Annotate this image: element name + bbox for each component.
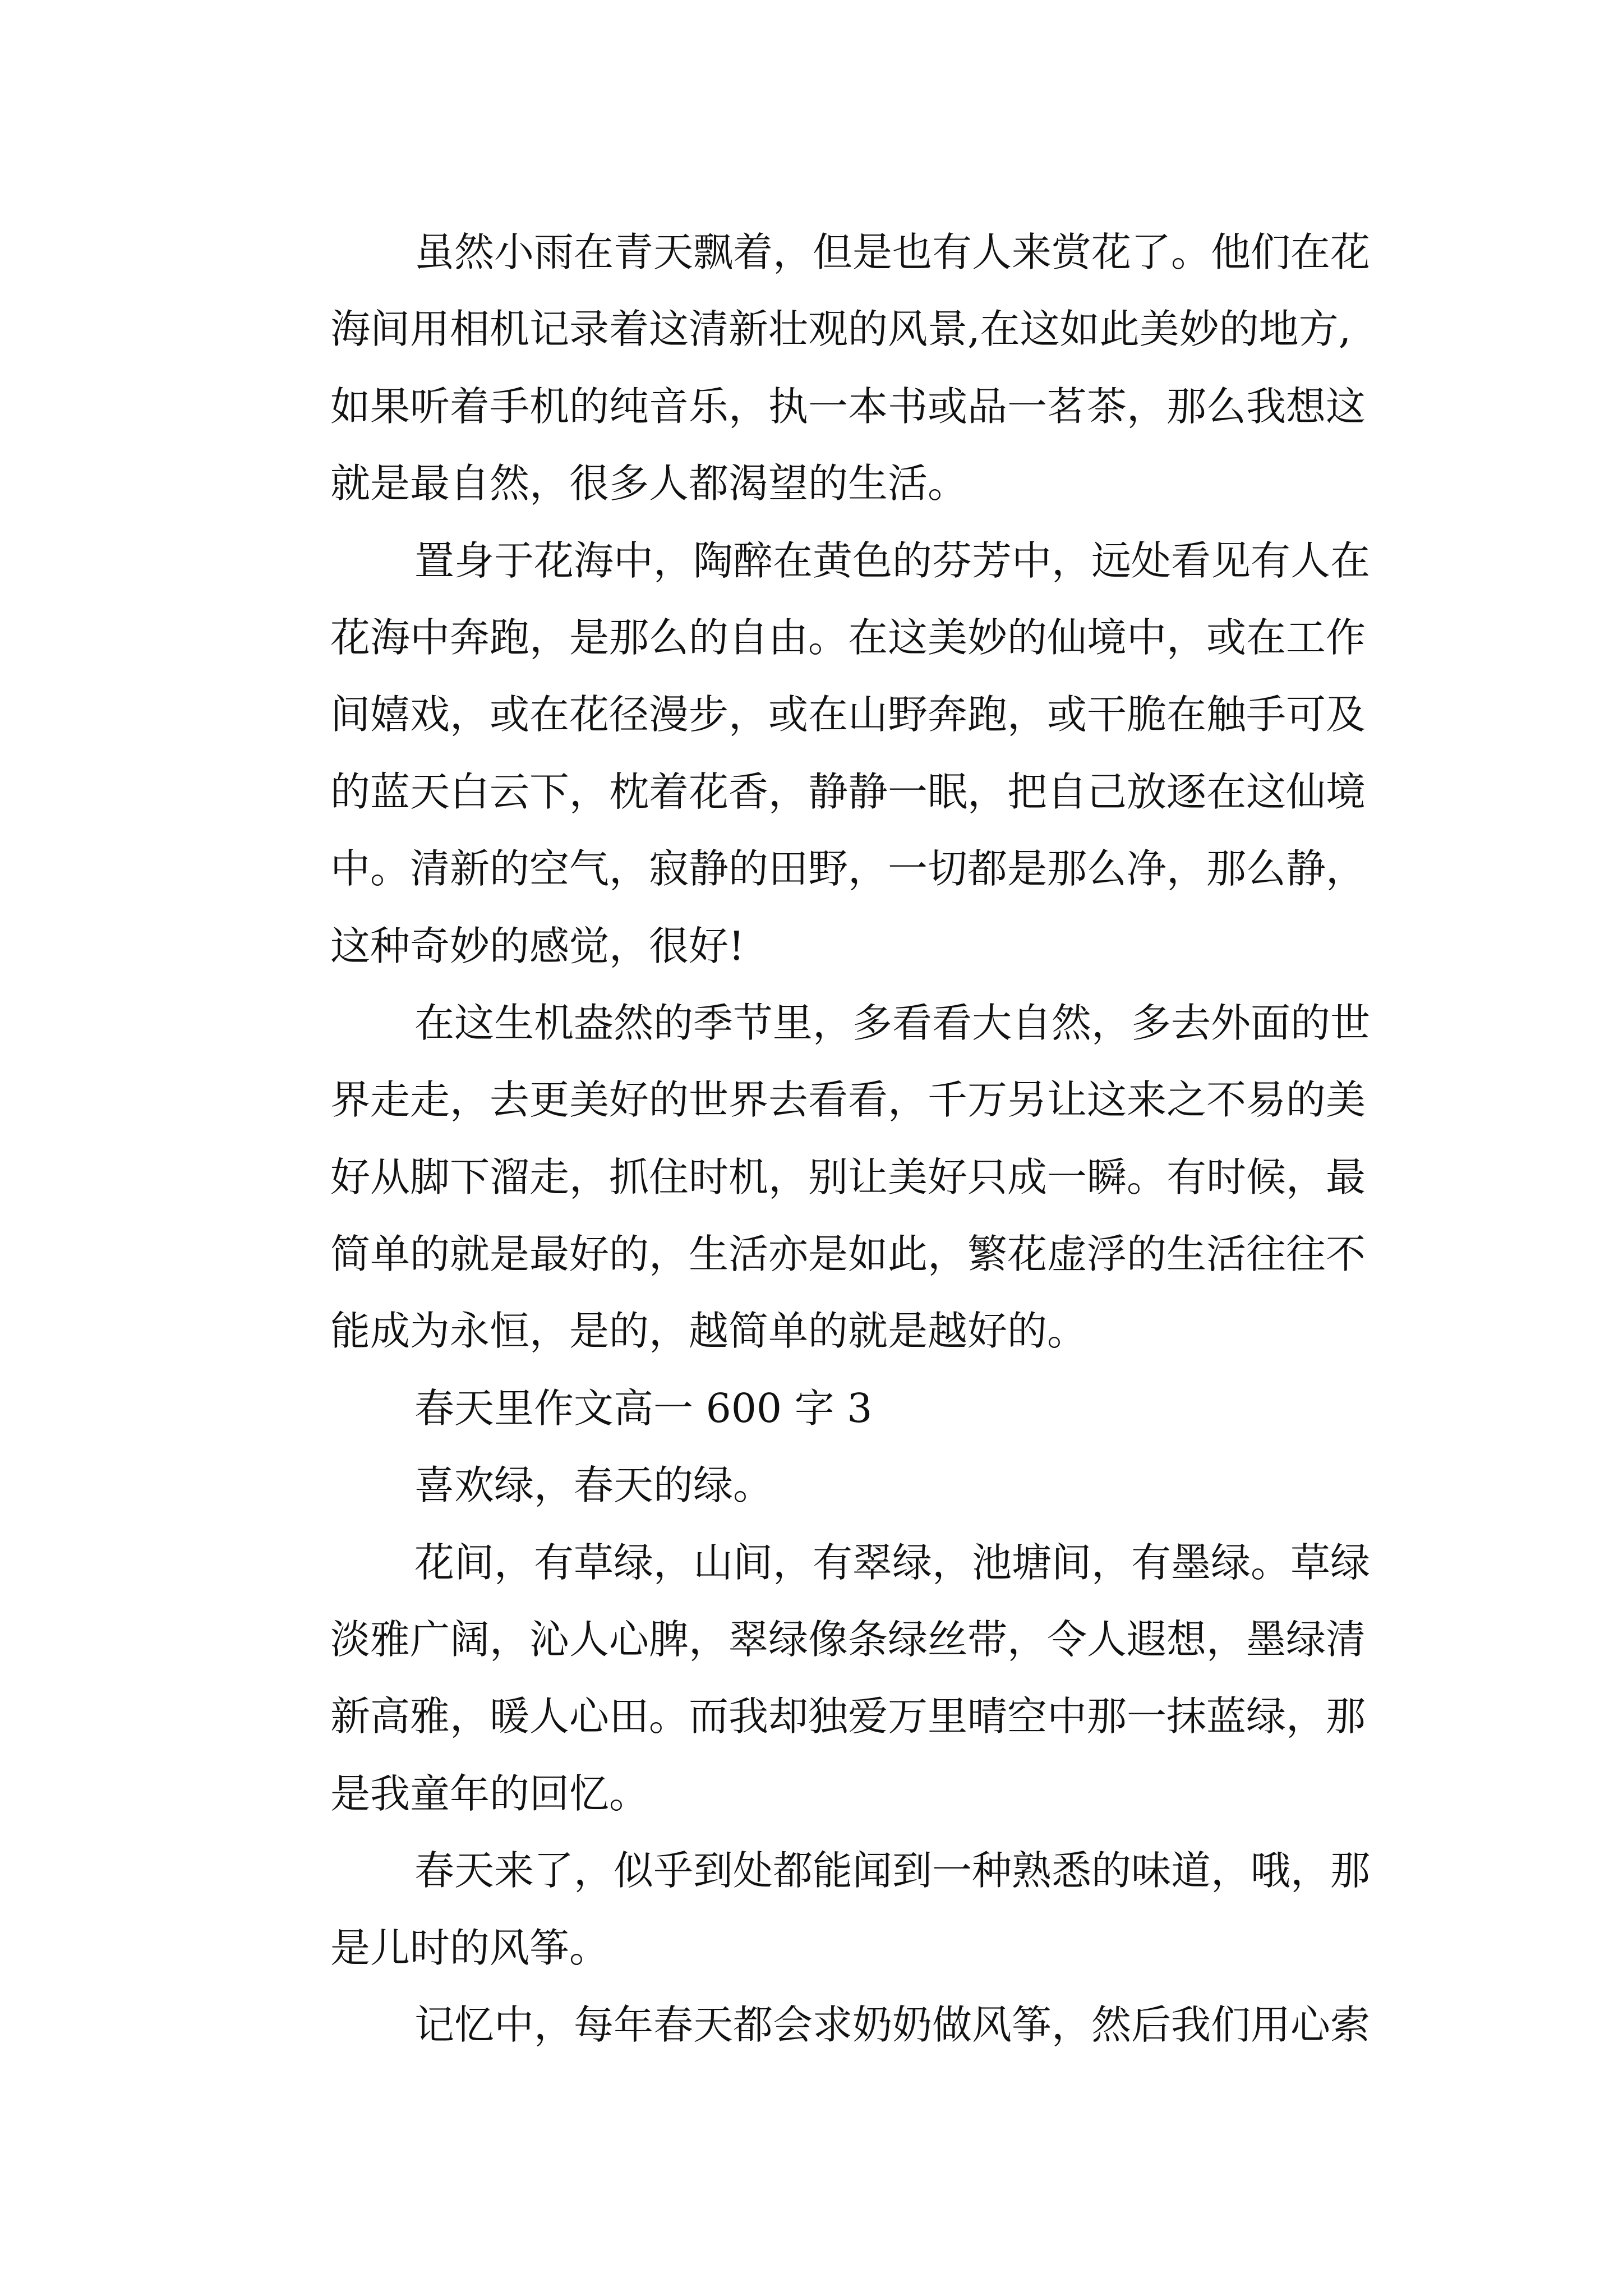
text-line: 记忆中，每年春天都会求奶奶做风筝，然后我们用心索 xyxy=(414,2001,1371,2048)
paragraph-2 xyxy=(251,522,1428,984)
text-line: 是我童年的回忆。 xyxy=(330,1770,649,1817)
text-line: 好从脚下溜走，抓住时机，别让美好只成一瞬。有时候，最 xyxy=(330,1153,1366,1200)
section-heading xyxy=(251,1370,1428,1447)
text-line: 这种奇妙的感觉，很好! xyxy=(330,922,745,969)
paragraph-7 xyxy=(251,1986,1428,2063)
text-line: 花间，有草绿，山间，有翠绿，池塘间，有墨绿。草绿 xyxy=(414,1539,1371,1586)
text-line: 新高雅，暖人心田。而我却独爱万里晴空中那一抹蓝绿，那 xyxy=(330,1693,1366,1740)
text-line: 间嬉戏，或在花径漫步，或在山野奔跑，或干脆在触手可及 xyxy=(330,691,1366,738)
text-line: 春天来了，似乎到处都能闻到一种熟悉的味道，哦，那 xyxy=(414,1847,1371,1894)
text-line: 是儿时的风筝。 xyxy=(330,1924,610,1971)
paragraph-4 xyxy=(251,1447,1428,1524)
text-line: 虽然小雨在青天飘着，但是也有人来赏花了。他们在花 xyxy=(414,229,1371,275)
text-line: 的蓝天白云下，枕着花香，静静一眠，把自己放逐在这仙境 xyxy=(330,768,1366,815)
text-line: 花海中奔跑，是那么的自由。在这美妙的仙境中，或在工作 xyxy=(330,614,1366,661)
text-line: 能成为永恒，是的，越简单的就是越好的。 xyxy=(330,1308,1087,1355)
text-line: 海间用相机记录着这清新壮观的风景,在这如此美妙的地方, xyxy=(330,306,1352,353)
document-body xyxy=(251,214,1428,2063)
paragraph-3 xyxy=(251,984,1428,1370)
paragraph-5 xyxy=(251,1524,1428,1833)
paragraph-1 xyxy=(251,214,1428,522)
heading-line: 春天里作文高一 600 字 3 xyxy=(414,1384,873,1432)
paragraph-6 xyxy=(251,1832,1428,1986)
text-line: 置身于花海中，陶醉在黄色的芬芳中，远处看见有人在 xyxy=(414,537,1371,584)
text-line: 如果听着手机的纯音乐，执一本书或品一茗茶，那么我想这 xyxy=(330,383,1366,430)
text-line: 界走走，去更美好的世界去看看，千万另让这来之不易的美 xyxy=(330,1076,1366,1124)
text-line: 淡雅广阔，沁人心脾，翠绿像条绿丝带，令人遐想，墨绿清 xyxy=(330,1616,1366,1663)
text-line: 就是最自然，很多人都渴望的生活。 xyxy=(330,460,968,507)
text-line: 喜欢绿，春天的绿。 xyxy=(414,1462,773,1509)
text-line: 中。清新的空气，寂静的田野，一切都是那么净，那么静， xyxy=(330,845,1366,892)
text-line: 简单的就是最好的，生活亦是如此，繁花虚浮的生活往往不 xyxy=(330,1231,1366,1278)
text-line: 在这生机盎然的季节里，多看看大自然，多去外面的世 xyxy=(414,999,1371,1046)
